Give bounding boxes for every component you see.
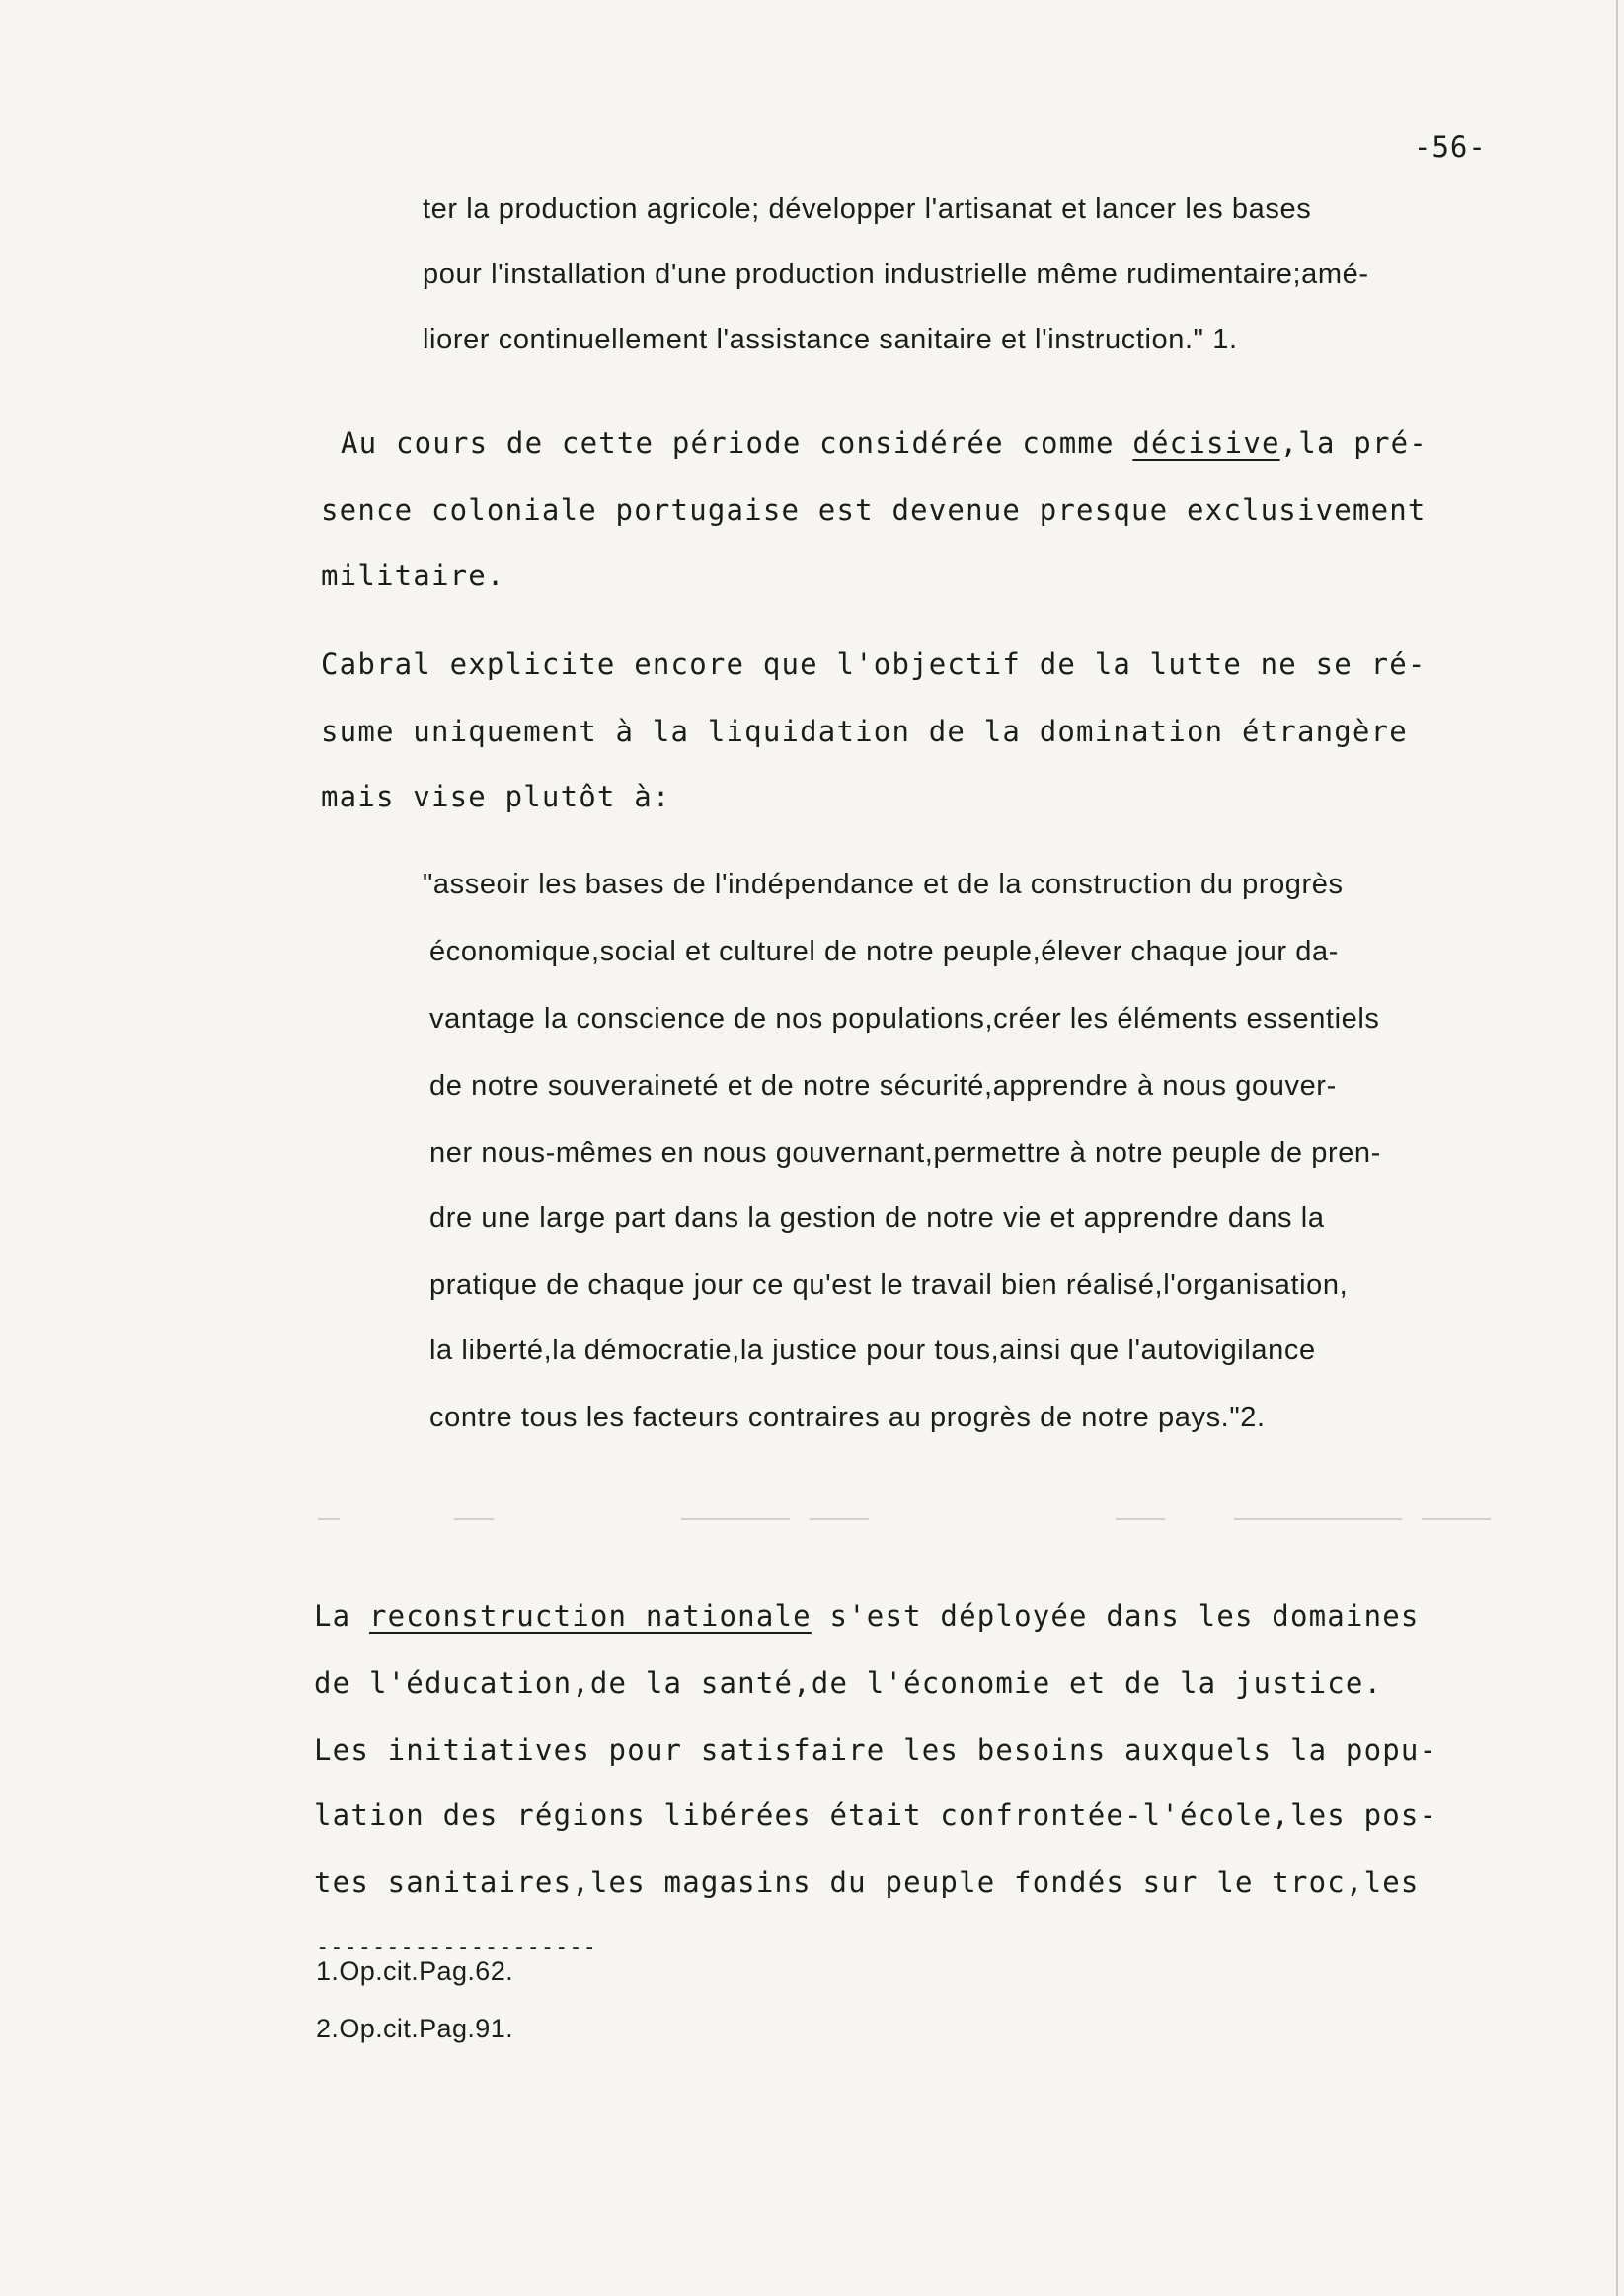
text-segment: La <box>314 1599 369 1633</box>
underlined-phrase: reconstruction nationale <box>368 1599 812 1633</box>
scan-smudge <box>1234 1518 1402 1520</box>
footnote: 2.Op.cit.Pag.91. <box>316 2014 514 2043</box>
underlined-word: décisive <box>1132 426 1280 460</box>
paragraph-4-line <box>314 1599 1420 1633</box>
scan-smudge <box>810 1518 869 1520</box>
scan-smudge <box>681 1518 790 1520</box>
paragraph-3-line: Cabral explicite encore que l'objectif de la lutte ne se ré- <box>321 648 1427 681</box>
quote-line: économique,social et culturel de notre peuple,élever chaque jour da- <box>429 936 1340 967</box>
paragraph-4-line: lation des régions libérées était confrontée-l'école,les pos- <box>314 1799 1438 1832</box>
paragraph-3-line: sume uniquement à la liquidation de la domination étrangère <box>321 715 1408 748</box>
paragraph-1-line: ter la production agricole; développer l'artisanat et lancer les bases <box>423 193 1312 225</box>
paragraph-1-line: pour l'installation d'une production industrielle même rudimentaire;amé- <box>423 259 1369 290</box>
page-edge <box>1616 0 1618 2296</box>
text-segment: s'est déployée dans les domaines <box>811 1599 1420 1633</box>
paragraph-4-line: tes sanitaires,les magasins du peuple fondés sur le troc,les <box>314 1866 1420 1899</box>
paragraph-2-line: sence coloniale portugaise est devenue presque exclusivement <box>321 494 1427 527</box>
paragraph-1-line: liorer continuellement l'assistance sanitaire et l'instruction." 1. <box>423 324 1238 355</box>
paragraph-2-line: militaire. <box>321 559 505 592</box>
quote-line: pratique de chaque jour ce qu'est le travail bien réalisé,l'organisation, <box>429 1269 1349 1301</box>
text-segment: Au cours de cette période considérée comme <box>341 426 1133 460</box>
quote-line: contre tous les facteurs contraires au progrès de notre pays."2. <box>429 1402 1266 1433</box>
scan-smudge <box>454 1518 494 1520</box>
page-number: -56- <box>1414 130 1487 164</box>
scan-smudge <box>1116 1518 1165 1520</box>
quote-line: de notre souveraineté et de notre sécurité,apprendre à nous gouver- <box>429 1070 1337 1102</box>
quote-line: "asseoir les bases de l'indépendance et de la construction du progrès <box>423 869 1344 900</box>
scan-smudge <box>1422 1518 1491 1520</box>
quote-line: ner nous-mêmes en nous gouvernant,permettre à notre peuple de pren- <box>429 1137 1381 1169</box>
footnote-separator: -------------------- <box>316 1935 597 1959</box>
quote-line: vantage la conscience de nos populations,créer les éléments essentiels <box>429 1003 1380 1034</box>
scan-smudge <box>318 1518 340 1520</box>
quote-line: dre une large part dans la gestion de notre vie et apprendre dans la <box>429 1202 1325 1234</box>
text-segment: ,la pré- <box>1279 426 1428 460</box>
paragraph-2-line <box>341 426 1428 460</box>
footnote: 1.Op.cit.Pag.62. <box>316 1956 514 1986</box>
paragraph-4-line: Les initiatives pour satisfaire les besoins auxquels la popu- <box>314 1733 1438 1767</box>
quote-line: la liberté,la démocratie,la justice pour tous,ainsi que l'autovigilance <box>429 1335 1316 1366</box>
paragraph-4-line: de l'éducation,de la santé,de l'économie et de la justice. <box>314 1666 1383 1700</box>
paragraph-3-line: mais vise plutôt à: <box>321 780 671 813</box>
